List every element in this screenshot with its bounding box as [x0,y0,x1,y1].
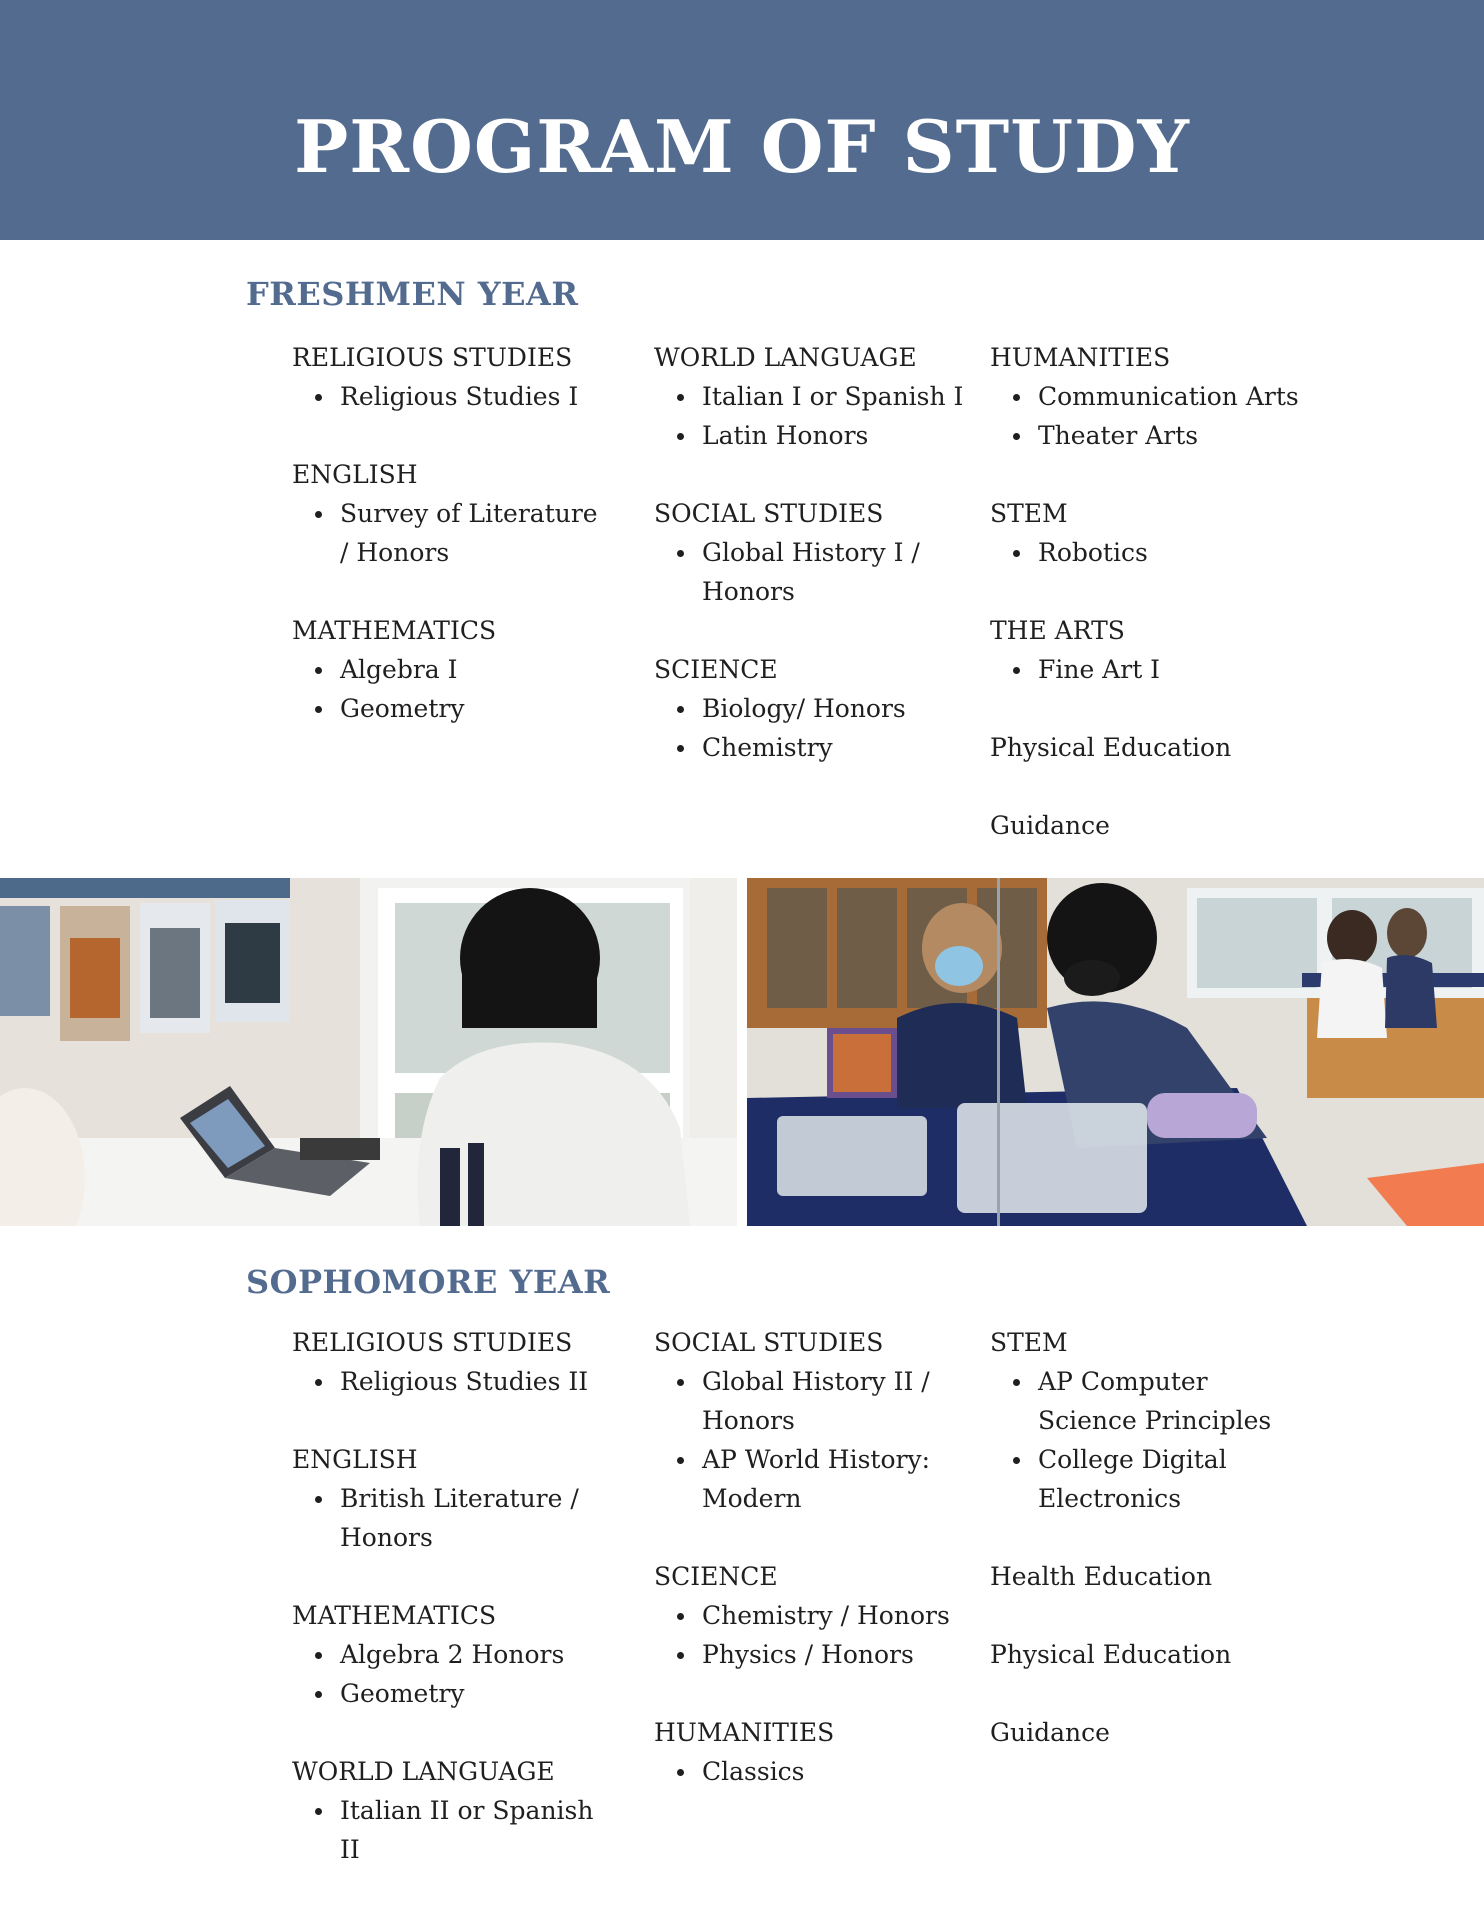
section-title-guidance: Guidance [990,811,1110,840]
course-item: Chemistry / Honors [654,1596,974,1635]
course-list [292,494,612,572]
section-title-religious-studies: RELIGIOUS STUDIES [292,1328,573,1357]
course-item: Chemistry [654,728,974,767]
section-title-science: SCIENCE [654,655,778,684]
section-title-social-studies: SOCIAL STUDIES [654,1328,884,1357]
course-item: Biology/ Honors [654,689,974,728]
course-item: AP Computer Science Principles [990,1362,1310,1440]
course-list [654,1596,974,1674]
course-item: Algebra I [292,650,612,689]
course-list [292,1362,612,1401]
course-item: Global History II / Honors [654,1362,974,1440]
section-title-stem: STEM [990,1328,1068,1357]
course-item: Italian I or Spanish I [654,377,974,416]
course-item: Fine Art I [990,650,1310,689]
course-list [654,533,974,611]
course-list [654,1362,974,1518]
course-item: British Literature / Honors [292,1479,612,1557]
sophomore-column-2 [654,1323,974,1791]
sophomore-year-heading: SOPHOMORE YEAR [246,1263,611,1301]
section-title-stem: STEM [990,499,1068,528]
course-item: Global History I / Honors [654,533,974,611]
section-title-humanities: HUMANITIES [990,343,1171,372]
section-title-english: ENGLISH [292,1445,418,1474]
freshmen-year-heading: FRESHMEN YEAR [246,275,579,313]
sophomore-column-1 [292,1323,612,1869]
course-item: Theater Arts [990,416,1310,455]
course-item: Communication Arts [990,377,1310,416]
course-item: Italian II or Spanish II [292,1791,612,1869]
course-list [654,377,974,455]
page-title: PROGRAM OF STUDY [294,104,1190,189]
course-item: Geometry [292,689,612,728]
section-title-humanities: HUMANITIES [654,1718,835,1747]
section-title-mathematics: MATHEMATICS [292,616,497,645]
course-item: Physics / Honors [654,1635,974,1674]
course-item: Religious Studies II [292,1362,612,1401]
course-list [292,1479,612,1557]
section-title-mathematics: MATHEMATICS [292,1601,497,1630]
course-item: Classics [654,1752,974,1791]
section-title-physical-education: Physical Education [990,1640,1232,1669]
course-item: Religious Studies I [292,377,612,416]
course-item: Latin Honors [654,416,974,455]
course-list [292,1791,612,1869]
freshmen-column-3 [990,338,1310,845]
section-title-english: ENGLISH [292,460,418,489]
course-list [990,1362,1310,1518]
course-item: Geometry [292,1674,612,1713]
science-lab-photo [747,878,1484,1226]
section-title-physical-education: Physical Education [990,733,1232,762]
course-item: Algebra 2 Honors [292,1635,612,1674]
sophomore-column-3 [990,1323,1310,1752]
course-list [654,1752,974,1791]
course-list [292,1635,612,1713]
student-laptop-photo [0,878,737,1226]
section-title-world-language: WORLD LANGUAGE [654,343,917,372]
course-item: College Digital Electronics [990,1440,1310,1518]
course-list [990,377,1310,455]
section-title-guidance: Guidance [990,1718,1110,1747]
course-list [292,650,612,728]
course-list [292,377,612,416]
section-title-health-education: Health Education [990,1562,1213,1591]
section-title-the-arts: THE ARTS [990,616,1125,645]
course-list [990,533,1310,572]
section-title-social-studies: SOCIAL STUDIES [654,499,884,528]
section-title-science: SCIENCE [654,1562,778,1591]
freshmen-column-2 [654,338,974,767]
course-list [654,689,974,767]
course-item: AP World History: Modern [654,1440,974,1518]
course-list [990,650,1310,689]
course-item: Survey of Literature / Honors [292,494,612,572]
header-banner [0,0,1484,240]
section-title-religious-studies: RELIGIOUS STUDIES [292,343,573,372]
section-title-world-language: WORLD LANGUAGE [292,1757,555,1786]
freshmen-column-1 [292,338,612,728]
course-item: Robotics [990,533,1310,572]
